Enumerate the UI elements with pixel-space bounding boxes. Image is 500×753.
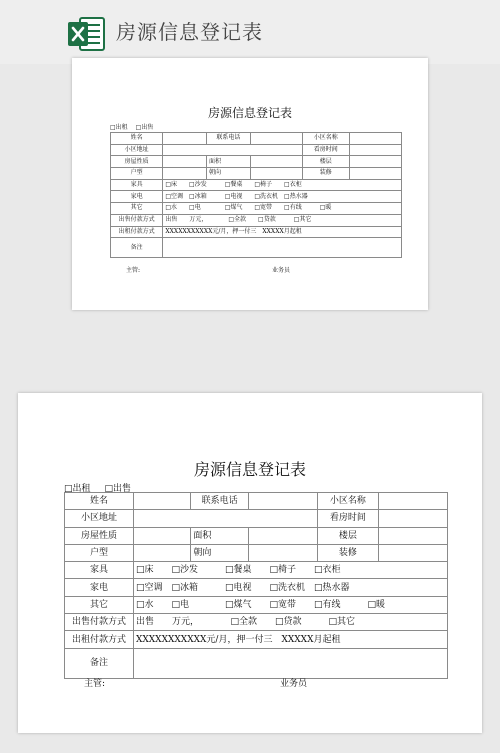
table-row	[65, 510, 448, 527]
table-cell: 楼层	[317, 527, 378, 544]
table-input-cell[interactable]	[379, 493, 448, 510]
table-cell: 其它	[65, 596, 134, 613]
table-input-cell[interactable]	[133, 648, 447, 678]
option-sale[interactable]: □出售	[135, 124, 154, 131]
table-row	[65, 596, 448, 613]
table-input-cell[interactable]	[349, 144, 401, 156]
table-cell: 家具	[65, 562, 134, 579]
table-row	[111, 179, 402, 191]
table-row	[111, 191, 402, 203]
table-input-cell[interactable]	[250, 156, 302, 168]
table-cell: □床 □沙发 □餐桌 □椅子 □衣柜	[133, 562, 447, 579]
table-cell: 出售 万元， □全款 □贷款 □其它	[133, 614, 447, 631]
table-cell: 联系电话	[191, 493, 248, 510]
table-input-cell[interactable]	[379, 544, 448, 561]
table-input-cell[interactable]	[163, 133, 207, 145]
table-cell: 房屋性质	[111, 156, 163, 168]
form-title: 房源信息登记表	[193, 460, 306, 479]
table-row	[65, 493, 448, 510]
table-cell: XXXXXXXXXXX元/月，押一付三 XXXXX月起租	[133, 631, 447, 648]
table-cell: □空调 □冰箱 □电视 □洗衣机 □热水器	[133, 579, 447, 596]
table-input-cell[interactable]	[349, 156, 401, 168]
table-input-cell[interactable]	[379, 510, 448, 527]
table-cell: 小区名称	[303, 133, 350, 145]
table-row	[111, 203, 402, 215]
table-row	[65, 527, 448, 544]
table-input-cell[interactable]	[248, 493, 317, 510]
table-cell: 小区地址	[65, 510, 134, 527]
table-cell: 小区名称	[317, 493, 378, 510]
table-row	[111, 238, 402, 258]
table-cell: 家电	[65, 579, 134, 596]
table-cell: 出售付款方式	[111, 214, 163, 226]
table-cell: 小区地址	[111, 144, 163, 156]
table-input-cell[interactable]	[163, 168, 207, 180]
option-sale[interactable]: □出售	[104, 484, 132, 494]
table-row	[65, 631, 448, 648]
supervisor-label: 主管:	[84, 679, 106, 689]
table-cell: 家具	[111, 179, 163, 191]
table-input-cell[interactable]	[133, 493, 190, 510]
table-cell: XXXXXXXXXXX元/月，押一付三 XXXXX月起租	[163, 226, 402, 238]
table-cell: □床 □沙发 □餐桌 □椅子 □衣柜	[163, 179, 402, 191]
table-row	[65, 579, 448, 596]
table-input-cell[interactable]	[349, 133, 401, 145]
table-cell: □空调 □冰箱 □电视 □洗衣机 □热水器	[163, 191, 402, 203]
table-cell: 姓名	[65, 493, 134, 510]
listing-type-options	[110, 122, 153, 131]
table-cell: 出租付款方式	[111, 226, 163, 238]
option-rent[interactable]: □出租	[64, 484, 91, 494]
table-cell: 其它	[111, 203, 163, 215]
table-cell: 备注	[65, 648, 134, 678]
table-input-cell[interactable]	[133, 510, 317, 527]
table-row	[65, 614, 448, 631]
table-cell: 楼层	[303, 156, 350, 168]
table-cell: 出售 万元， □全款 □贷款 □其它	[163, 214, 402, 226]
table-input-cell[interactable]	[349, 168, 401, 180]
table-row	[111, 156, 402, 168]
table-cell: 房屋性质	[65, 527, 134, 544]
header-bar	[0, 0, 500, 64]
table-row	[111, 144, 402, 156]
form-preview-large	[18, 393, 482, 733]
registration-table	[110, 132, 402, 258]
excel-icon	[66, 14, 106, 54]
table-input-cell[interactable]	[248, 527, 317, 544]
table-row	[111, 214, 402, 226]
option-rent[interactable]: □出租	[110, 124, 128, 131]
table-cell: 朝向	[207, 168, 251, 180]
supervisor-label: 主管:	[126, 267, 141, 274]
agent-label: 业务员	[272, 267, 291, 274]
table-input-cell[interactable]	[163, 156, 207, 168]
table-input-cell[interactable]	[248, 544, 317, 561]
table-row	[111, 168, 402, 180]
table-cell: 联系电话	[207, 133, 251, 145]
table-cell: 姓名	[111, 133, 163, 145]
table-cell: 出租付款方式	[65, 631, 134, 648]
table-row	[111, 226, 402, 238]
table-input-cell[interactable]	[379, 527, 448, 544]
table-input-cell[interactable]	[250, 168, 302, 180]
table-cell: 看房时间	[303, 144, 350, 156]
table-row	[65, 544, 448, 561]
form-preview-small	[72, 58, 428, 310]
table-row	[111, 133, 402, 145]
table-cell: 出售付款方式	[65, 614, 134, 631]
table-cell: 装修	[317, 544, 378, 561]
table-cell: 户型	[111, 168, 163, 180]
table-cell: □水 □电 □煤气 □宽带 □有线 □暖	[163, 203, 402, 215]
table-input-cell[interactable]	[163, 144, 303, 156]
table-input-cell[interactable]	[133, 544, 190, 561]
table-cell: 备注	[111, 238, 163, 258]
table-cell: 装修	[303, 168, 350, 180]
table-input-cell[interactable]	[250, 133, 302, 145]
table-cell: 户型	[65, 544, 134, 561]
table-cell: 面积	[207, 156, 251, 168]
table-row	[65, 648, 448, 678]
table-input-cell[interactable]	[133, 527, 190, 544]
table-input-cell[interactable]	[163, 238, 402, 258]
table-cell: 看房时间	[317, 510, 378, 527]
table-cell: 面积	[191, 527, 248, 544]
table-cell: □水 □电 □煤气 □宽带 □有线 □暖	[133, 596, 447, 613]
registration-table	[64, 492, 448, 679]
form-title: 房源信息登记表	[207, 106, 292, 120]
table-row	[65, 562, 448, 579]
app-title: 房源信息登记表	[116, 20, 263, 44]
table-cell: 家电	[111, 191, 163, 203]
table-cell: 朝向	[191, 544, 248, 561]
agent-label: 业务员	[280, 679, 308, 689]
